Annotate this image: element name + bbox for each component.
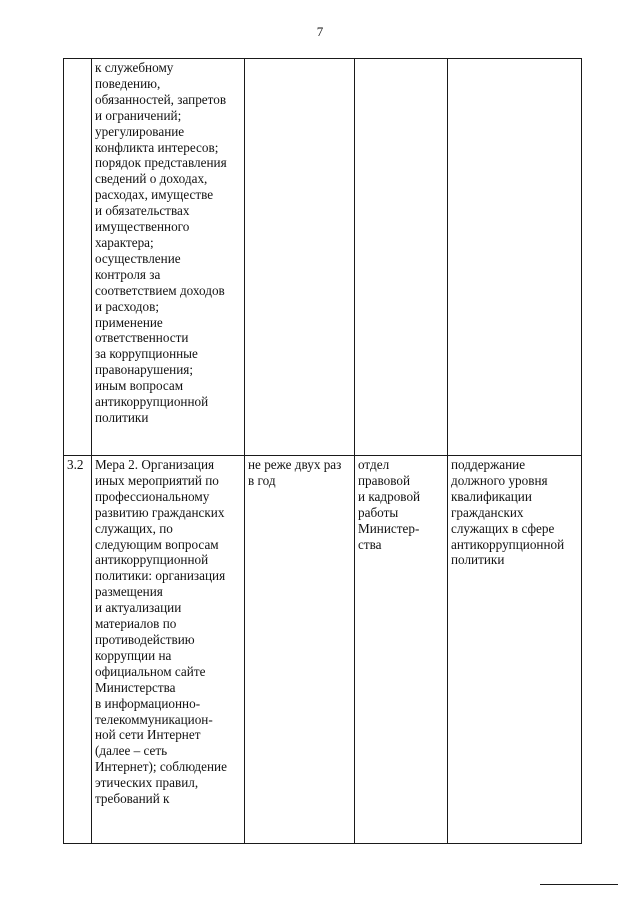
table-row-3-2 [64,456,582,844]
cell-executor [355,59,448,456]
cell-number: 3.2 [64,456,92,844]
page-number: 7 [316,24,324,39]
cell-term [245,59,355,456]
table-row-continuation [64,59,582,456]
cell-result: поддержание должного уровня квалификации гражданских служащих в сфере антикоррупционной политики [448,456,582,844]
cell-measure: к служебному поведению, обязанностей, запретов и ограничений; урегулирование конфликта интересов; порядок представления сведений о доходах, расходах, имуществе и обязательствах имущественного характера; осуществление контроля за соответствием доходов и расходов; применение ответственности за коррупционные правонарушения; иным вопросам антикоррупционной политики [92,59,245,456]
cell-result [448,59,582,456]
cell-executor: отдел правовой и кадровой работы Министер- ства [355,456,448,844]
measures-table [63,58,582,844]
cell-term: не реже двух раз в год [245,456,355,844]
cell-measure: Мера 2. Организация иных мероприятий по профессиональному развитию гражданских служащих, по следующим вопросам антикоррупционной политики: организация размещения и актуализации материалов по противодействию коррупции на официальном сайте Министерства в информационно- телекоммуникацион- ной сети Интернет (далее – сеть Интернет); соблюдение этических правил, требований к [92,456,245,844]
footer-rule [540,884,618,885]
cell-number [64,59,92,456]
